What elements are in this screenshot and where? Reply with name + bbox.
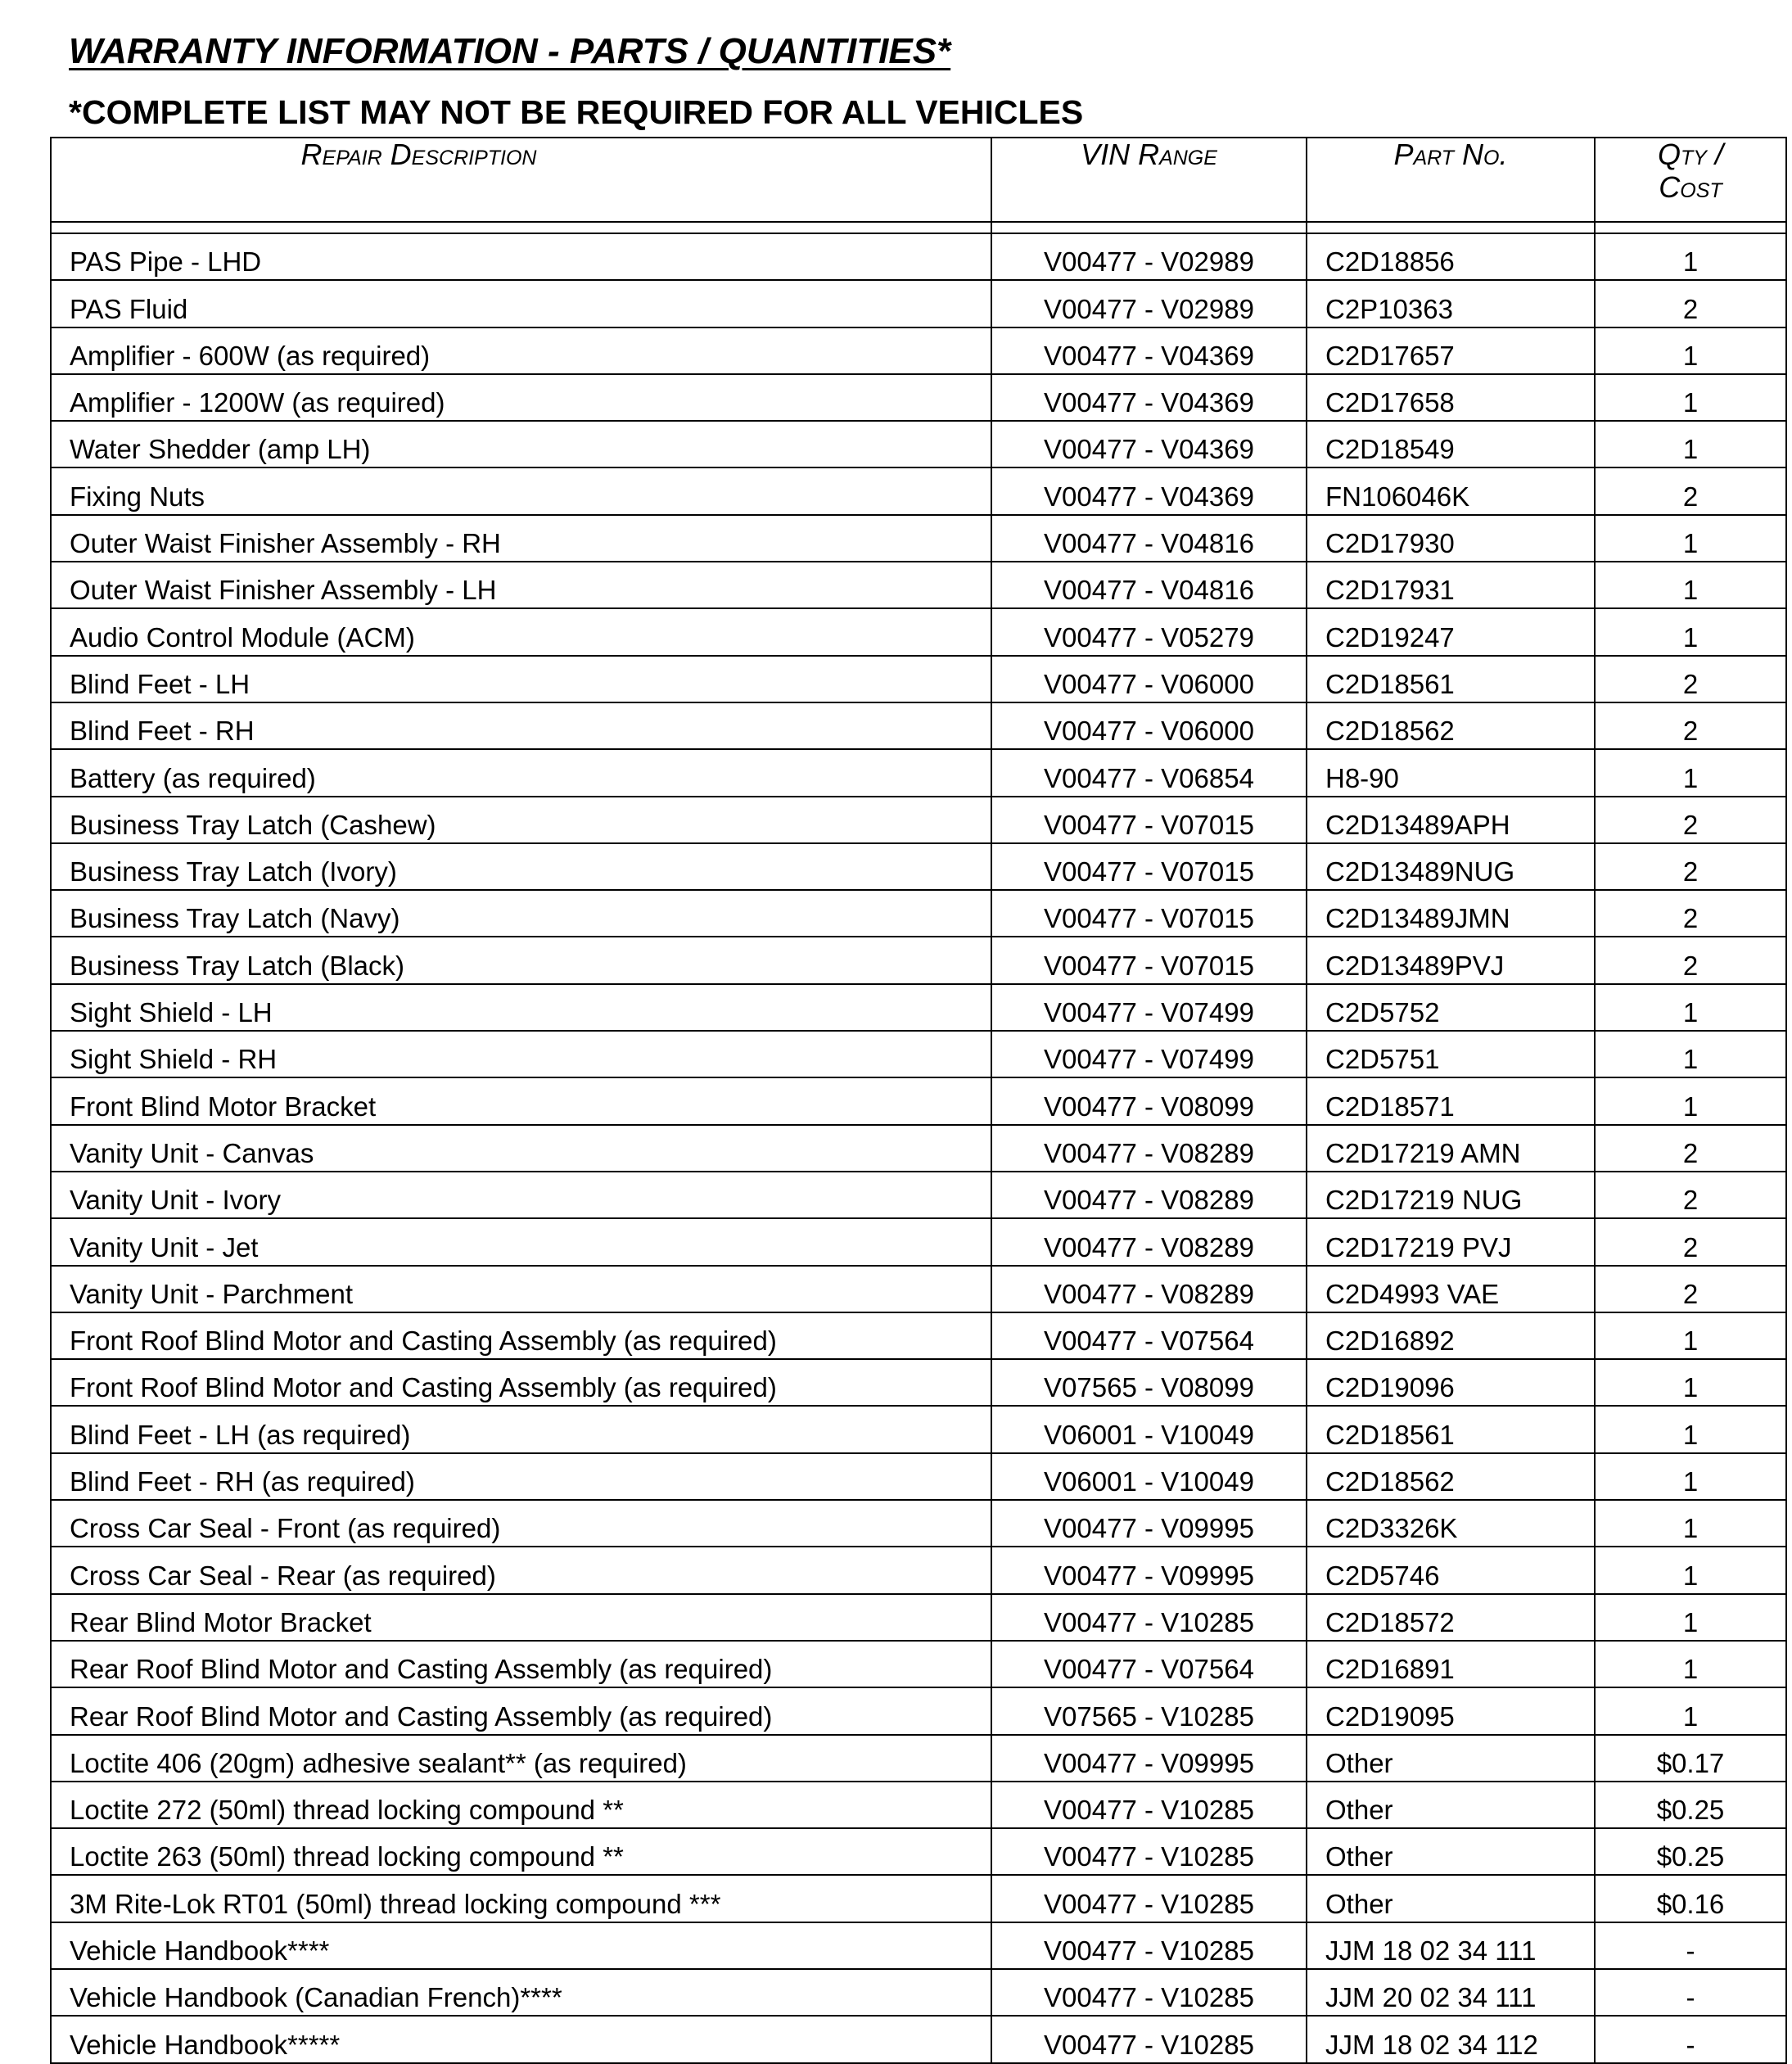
page-title: WARRANTY INFORMATION - PARTS / QUANTITIES* <box>69 31 951 71</box>
table-row <box>51 1359 1786 1406</box>
qty-cost-cell: 1 <box>1595 1453 1786 1500</box>
vin-range-cell: V00477 - V04816 <box>991 515 1307 562</box>
part-number-cell: C2D17219 NUG <box>1307 1172 1595 1218</box>
vin-range-cell: V00477 - V07499 <box>991 1031 1307 1077</box>
part-number-cell: Other <box>1307 1828 1595 1875</box>
qty-cost-cell: 1 <box>1595 984 1786 1031</box>
qty-cost-cell: 2 <box>1595 280 1786 327</box>
table-row <box>51 515 1786 562</box>
repair-description-cell: Vanity Unit - Canvas <box>51 1125 991 1172</box>
part-number-cell: C2D17219 PVJ <box>1307 1218 1595 1265</box>
repair-description-cell: Business Tray Latch (Cashew) <box>51 797 991 843</box>
repair-description-cell: PAS Pipe - LHD <box>51 233 991 280</box>
qty-cost-cell: 1 <box>1595 1031 1786 1077</box>
qty-cost-cell: 2 <box>1595 797 1786 843</box>
repair-description-cell: Blind Feet - LH <box>51 656 991 702</box>
repair-description-cell: Front Blind Motor Bracket <box>51 1077 991 1124</box>
repair-description-cell: Blind Feet - LH (as required) <box>51 1406 991 1452</box>
table-row <box>51 1875 1786 1922</box>
repair-description-cell: Amplifier - 600W (as required) <box>51 327 991 374</box>
part-number-cell: C2D17658 <box>1307 374 1595 421</box>
table-row <box>51 1782 1786 1828</box>
qty-cost-cell: 2 <box>1595 702 1786 749</box>
repair-description-cell: Vehicle Handbook***** <box>51 2016 991 2062</box>
table-row <box>51 1594 1786 1641</box>
vin-range-cell: V00477 - V04816 <box>991 562 1307 608</box>
column-header-cost: Cost <box>1659 169 1722 204</box>
vin-range-cell: V00477 - V06000 <box>991 656 1307 702</box>
table-row <box>51 1266 1786 1312</box>
repair-description-cell: Amplifier - 1200W (as required) <box>51 374 991 421</box>
part-number-cell: C2D18561 <box>1307 656 1595 702</box>
table-row <box>51 327 1786 374</box>
repair-description-cell: Vanity Unit - Parchment <box>51 1266 991 1312</box>
vin-range-cell: V00477 - V06854 <box>991 749 1307 796</box>
column-header-description: Repair Description <box>51 138 991 222</box>
part-number-cell: C2D13489APH <box>1307 797 1595 843</box>
part-number-cell: C2D18562 <box>1307 702 1595 749</box>
vin-range-cell: V07565 - V10285 <box>991 1687 1307 1734</box>
repair-description-cell: Rear Roof Blind Motor and Casting Assembly (as required) <box>51 1687 991 1734</box>
part-number-cell: C2D18572 <box>1307 1594 1595 1641</box>
table-header-row <box>51 138 1786 222</box>
repair-description-cell: Fixing Nuts <box>51 467 991 514</box>
vin-range-cell: V00477 - V04369 <box>991 374 1307 421</box>
vin-range-cell: V00477 - V05279 <box>991 608 1307 655</box>
column-header-part-no: Part No. <box>1307 138 1595 222</box>
repair-description-cell: Rear Blind Motor Bracket <box>51 1594 991 1641</box>
qty-cost-cell: - <box>1595 2016 1786 2062</box>
spacer-cell <box>991 222 1307 233</box>
table-row <box>51 656 1786 702</box>
vin-range-cell: V00477 - V04369 <box>991 421 1307 467</box>
table-row <box>51 233 1786 280</box>
repair-description-cell: Blind Feet - RH (as required) <box>51 1453 991 1500</box>
part-number-cell: C2D18561 <box>1307 1406 1595 1452</box>
repair-description-cell: Battery (as required) <box>51 749 991 796</box>
repair-description-cell: Business Tray Latch (Black) <box>51 937 991 983</box>
vin-range-cell: V00477 - V10285 <box>991 1782 1307 1828</box>
table-row <box>51 937 1786 983</box>
table-row <box>51 1077 1786 1124</box>
qty-cost-cell: 1 <box>1595 233 1786 280</box>
part-number-cell: JJM 20 02 34 111 <box>1307 1969 1595 2016</box>
qty-cost-cell: 1 <box>1595 1312 1786 1359</box>
repair-description-cell: Blind Feet - RH <box>51 702 991 749</box>
vin-range-cell: V00477 - V07015 <box>991 843 1307 890</box>
table-row <box>51 1735 1786 1782</box>
vin-range-cell: V00477 - V07499 <box>991 984 1307 1031</box>
vin-range-cell: V00477 - V04369 <box>991 327 1307 374</box>
qty-cost-cell: $0.16 <box>1595 1875 1786 1922</box>
repair-description-cell: Audio Control Module (ACM) <box>51 608 991 655</box>
table-row <box>51 1172 1786 1218</box>
repair-description-cell: Front Roof Blind Motor and Casting Assembly (as required) <box>51 1359 991 1406</box>
vin-range-cell: V00477 - V10285 <box>991 2016 1307 2062</box>
part-number-cell: C2D13489JMN <box>1307 890 1595 937</box>
vin-range-cell: V00477 - V09995 <box>991 1547 1307 1593</box>
table-row <box>51 467 1786 514</box>
vin-range-cell: V00477 - V08289 <box>991 1125 1307 1172</box>
spacer-cell <box>51 222 991 233</box>
table-row <box>51 1547 1786 1593</box>
part-number-cell: C2D3326K <box>1307 1500 1595 1547</box>
table-row <box>51 749 1786 796</box>
repair-description-cell: Vehicle Handbook**** <box>51 1922 991 1969</box>
part-number-cell: C2D18571 <box>1307 1077 1595 1124</box>
part-number-cell: FN106046K <box>1307 467 1595 514</box>
qty-cost-cell: 2 <box>1595 467 1786 514</box>
table-row <box>51 1453 1786 1500</box>
table-row <box>51 890 1786 937</box>
repair-description-cell: Cross Car Seal - Front (as required) <box>51 1500 991 1547</box>
part-number-cell: C2D19095 <box>1307 1687 1595 1734</box>
repair-description-cell: Vanity Unit - Ivory <box>51 1172 991 1218</box>
repair-description-cell: PAS Fluid <box>51 280 991 327</box>
repair-description-cell: Front Roof Blind Motor and Casting Assembly (as required) <box>51 1312 991 1359</box>
spacer-cell <box>1595 222 1786 233</box>
qty-cost-cell: 2 <box>1595 937 1786 983</box>
qty-cost-cell: 1 <box>1595 608 1786 655</box>
part-number-cell: C2D19247 <box>1307 608 1595 655</box>
vin-range-cell: V00477 - V09995 <box>991 1500 1307 1547</box>
repair-description-cell: Water Shedder (amp LH) <box>51 421 991 467</box>
repair-description-cell: Vehicle Handbook (Canadian French)**** <box>51 1969 991 2016</box>
vin-range-cell: V06001 - V10049 <box>991 1453 1307 1500</box>
part-number-cell: C2D5752 <box>1307 984 1595 1031</box>
repair-description-cell: 3M Rite-Lok RT01 (50ml) thread locking compound *** <box>51 1875 991 1922</box>
vin-range-cell: V00477 - V04369 <box>991 467 1307 514</box>
vin-range-cell: V00477 - V06000 <box>991 702 1307 749</box>
part-number-cell: Other <box>1307 1875 1595 1922</box>
repair-description-cell: Sight Shield - LH <box>51 984 991 1031</box>
qty-cost-cell: 1 <box>1595 1641 1786 1687</box>
qty-cost-cell: 1 <box>1595 374 1786 421</box>
part-number-cell: C2D17931 <box>1307 562 1595 608</box>
repair-description-cell: Loctite 406 (20gm) adhesive sealant** (as required) <box>51 1735 991 1782</box>
table-row <box>51 702 1786 749</box>
vin-range-cell: V07565 - V08099 <box>991 1359 1307 1406</box>
column-header-vin-range: VIN Range <box>991 138 1307 222</box>
table-row <box>51 1031 1786 1077</box>
qty-cost-cell: $0.17 <box>1595 1735 1786 1782</box>
table-row <box>51 1641 1786 1687</box>
table-row <box>51 608 1786 655</box>
qty-cost-cell: 1 <box>1595 1406 1786 1452</box>
qty-cost-cell: 2 <box>1595 1172 1786 1218</box>
spacer-cell <box>1307 222 1595 233</box>
column-header-qty-cost <box>1595 138 1786 222</box>
part-number-cell: JJM 18 02 34 111 <box>1307 1922 1595 1969</box>
part-number-cell: C2D18856 <box>1307 233 1595 280</box>
qty-cost-cell: 2 <box>1595 843 1786 890</box>
page-subtitle: *COMPLETE LIST MAY NOT BE REQUIRED FOR ALL VEHICLES <box>69 93 1084 131</box>
part-number-cell: C2D4993 VAE <box>1307 1266 1595 1312</box>
vin-range-cell: V00477 - V10285 <box>991 1875 1307 1922</box>
qty-cost-cell: 1 <box>1595 1077 1786 1124</box>
part-number-cell: C2D16891 <box>1307 1641 1595 1687</box>
part-number-cell: C2D19096 <box>1307 1359 1595 1406</box>
parts-table <box>50 137 1787 2064</box>
vin-range-cell: V00477 - V08099 <box>991 1077 1307 1124</box>
vin-range-cell: V00477 - V07564 <box>991 1312 1307 1359</box>
part-number-cell: Other <box>1307 1735 1595 1782</box>
table-row <box>51 1922 1786 1969</box>
table-row <box>51 1312 1786 1359</box>
qty-cost-cell: 2 <box>1595 1266 1786 1312</box>
qty-cost-cell: 1 <box>1595 515 1786 562</box>
repair-description-cell: Vanity Unit - Jet <box>51 1218 991 1265</box>
part-number-cell: C2D13489NUG <box>1307 843 1595 890</box>
vin-range-cell: V00477 - V08289 <box>991 1172 1307 1218</box>
part-number-cell: C2D17657 <box>1307 327 1595 374</box>
repair-description-cell: Cross Car Seal - Rear (as required) <box>51 1547 991 1593</box>
vin-range-cell: V00477 - V07015 <box>991 890 1307 937</box>
table-row <box>51 374 1786 421</box>
qty-cost-cell: 2 <box>1595 1218 1786 1265</box>
table-row <box>51 280 1786 327</box>
part-number-cell: H8-90 <box>1307 749 1595 796</box>
qty-cost-cell: 1 <box>1595 1594 1786 1641</box>
table-row <box>51 1406 1786 1452</box>
qty-cost-cell: 1 <box>1595 327 1786 374</box>
repair-description-cell: Loctite 272 (50ml) thread locking compound ** <box>51 1782 991 1828</box>
table-row <box>51 1218 1786 1265</box>
vin-range-cell: V00477 - V09995 <box>991 1735 1307 1782</box>
table-row <box>51 421 1786 467</box>
table-row <box>51 1969 1786 2016</box>
table-row <box>51 1687 1786 1734</box>
part-number-cell: C2D18562 <box>1307 1453 1595 1500</box>
part-number-cell: C2D17930 <box>1307 515 1595 562</box>
table-row <box>51 843 1786 890</box>
qty-cost-cell: $0.25 <box>1595 1828 1786 1875</box>
vin-range-cell: V00477 - V08289 <box>991 1218 1307 1265</box>
part-number-cell: C2D5746 <box>1307 1547 1595 1593</box>
part-number-cell: C2D5751 <box>1307 1031 1595 1077</box>
vin-range-cell: V00477 - V10285 <box>991 1969 1307 2016</box>
table-row <box>51 1828 1786 1875</box>
qty-cost-cell: 1 <box>1595 562 1786 608</box>
repair-description-cell: Outer Waist Finisher Assembly - LH <box>51 562 991 608</box>
table-row <box>51 1500 1786 1547</box>
part-number-cell: Other <box>1307 1782 1595 1828</box>
vin-range-cell: V00477 - V02989 <box>991 280 1307 327</box>
qty-cost-cell: 2 <box>1595 1125 1786 1172</box>
qty-cost-cell: 1 <box>1595 1687 1786 1734</box>
vin-range-cell: V00477 - V07564 <box>991 1641 1307 1687</box>
qty-cost-cell: 2 <box>1595 890 1786 937</box>
vin-range-cell: V00477 - V02989 <box>991 233 1307 280</box>
vin-range-cell: V00477 - V07015 <box>991 937 1307 983</box>
qty-cost-cell: 1 <box>1595 1547 1786 1593</box>
qty-cost-cell: 2 <box>1595 656 1786 702</box>
header-spacer-row <box>51 222 1786 233</box>
vin-range-cell: V00477 - V10285 <box>991 1594 1307 1641</box>
repair-description-cell: Business Tray Latch (Navy) <box>51 890 991 937</box>
vin-range-cell: V00477 - V10285 <box>991 1828 1307 1875</box>
part-number-cell: C2D17219 AMN <box>1307 1125 1595 1172</box>
qty-cost-cell: 1 <box>1595 1359 1786 1406</box>
repair-description-cell: Sight Shield - RH <box>51 1031 991 1077</box>
part-number-cell: C2D16892 <box>1307 1312 1595 1359</box>
qty-cost-cell: - <box>1595 1922 1786 1969</box>
column-header-qty: Qty / <box>1658 138 1723 171</box>
repair-description-cell: Business Tray Latch (Ivory) <box>51 843 991 890</box>
table-row <box>51 2016 1786 2062</box>
table-row <box>51 1125 1786 1172</box>
qty-cost-cell: 1 <box>1595 1500 1786 1547</box>
repair-description-cell: Rear Roof Blind Motor and Casting Assembly (as required) <box>51 1641 991 1687</box>
table-row <box>51 797 1786 843</box>
table-row <box>51 562 1786 608</box>
part-number-cell: C2P10363 <box>1307 280 1595 327</box>
part-number-cell: C2D13489PVJ <box>1307 937 1595 983</box>
vin-range-cell: V00477 - V07015 <box>991 797 1307 843</box>
qty-cost-cell: $0.25 <box>1595 1782 1786 1828</box>
part-number-cell: JJM 18 02 34 112 <box>1307 2016 1595 2062</box>
vin-range-cell: V00477 - V10285 <box>991 1922 1307 1969</box>
table-row <box>51 984 1786 1031</box>
part-number-cell: C2D18549 <box>1307 421 1595 467</box>
vin-range-cell: V00477 - V08289 <box>991 1266 1307 1312</box>
vin-range-cell: V06001 - V10049 <box>991 1406 1307 1452</box>
qty-cost-cell: - <box>1595 1969 1786 2016</box>
repair-description-cell: Loctite 263 (50ml) thread locking compound ** <box>51 1828 991 1875</box>
parts-table-body <box>51 222 1786 2063</box>
qty-cost-cell: 1 <box>1595 749 1786 796</box>
qty-cost-cell: 1 <box>1595 421 1786 467</box>
repair-description-cell: Outer Waist Finisher Assembly - RH <box>51 515 991 562</box>
